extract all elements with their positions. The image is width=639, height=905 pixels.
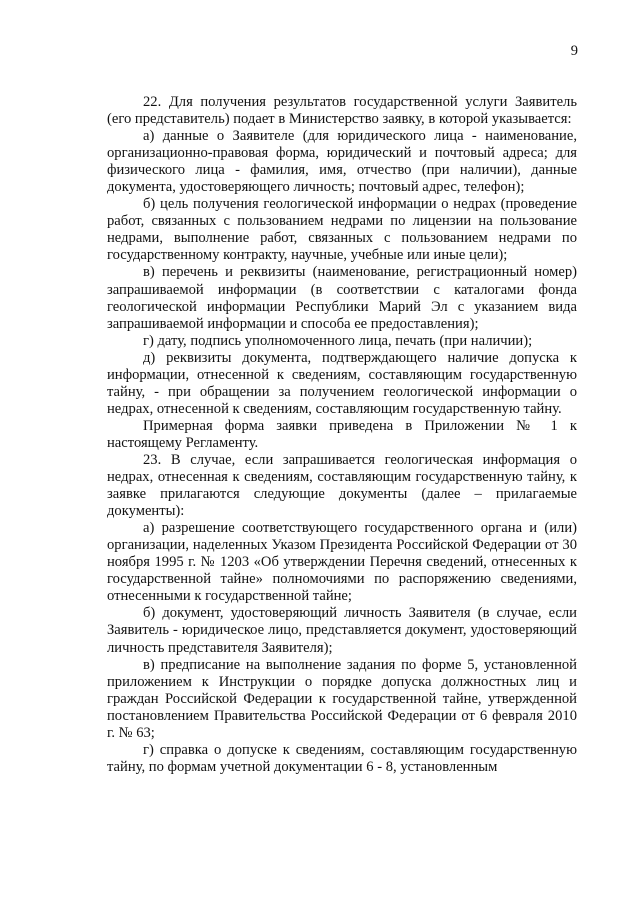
paragraph-22-v: в) перечень и реквизиты (наименование, регистрационный номер) запрашиваемой информации (в соответствии с каталогами фонда геологической информации Республики Марий Эл с указанием вида запрашиваемой информации и способа ее предоставления);	[107, 264, 577, 332]
paragraph-22-d: д) реквизиты документа, подтверждающего наличие допуска к информации, отнесенной к сведениям, составляющим государственную тайну, - при обращении за получением геологической информации о недрах, отнесенной к сведениям, составляющим государственную тайну.	[107, 349, 577, 417]
paragraph-22-g: г) дату, подпись уполномоченного лица, печать (при наличии);	[143, 332, 533, 349]
paragraph-sample-form: Примерная форма заявки приведена в Приложении № 1 к настоящему Регламенту.	[107, 417, 577, 451]
paragraph-23-v: в) предписание на выполнение задания по форме 5, установленной приложением к Инструкции о порядке допуска должностных лиц и граждан Российской Федерации к государственной тайне, утвержденной постановлением Правительства Российской Федерации от 6 февраля 2010 г. № 63;	[107, 656, 577, 741]
paragraph-22-intro: 22. Для получения результатов государственной услуги Заявитель (его представитель) подает в Министерство заявку, в которой указывается:	[107, 94, 577, 128]
paragraph-22-b: б) цель получения геологической информации о недрах (проведение работ, связанных с пользованием недрами по лицензии на пользование недрами, выполнение работ, связанных с пользованием недрами по государственному контракту, научные, учебные или иные цели);	[107, 196, 577, 264]
paragraph-23-b: б) документ, удостоверяющий личность Заявителя (в случае, если Заявитель - юридическое лицо, представляется документ, удостоверяющий личность представителя Заявителя);	[107, 605, 577, 656]
page-number: 9	[570, 43, 578, 59]
paragraph-23-g: г) справка о допуске к сведениям, составляющим государственную тайну, по формам учетной документации 6 - 8, установленным	[107, 741, 577, 775]
paragraph-23-intro: 23. В случае, если запрашивается геологическая информация о недрах, отнесенная к сведениям, составляющим государственную тайну, к заявке прилагаются следующие документы (далее – прилагаемые документы):	[107, 451, 577, 520]
document-body	[107, 94, 577, 776]
paragraph-22-a: а) данные о Заявителе (для юридического лица - наименование, организационно-правовая форма, юридический и почтовый адреса; для физического лица - фамилия, имя, отчество (при наличии), данные документа, удостоверяющего личность; почтовый адрес, телефон);	[107, 128, 577, 196]
paragraph-23-a: а) разрешение соответствующего государственного органа и (или) организации, наделенных Указом Президента Российской Федерации от 30 ноября 1995 г. № 1203 «Об утверждении Перечня сведений, отнесенных к государственной тайне» полномочиями по распоряжению сведениями, отнесенными к государственной тайне;	[107, 520, 577, 605]
